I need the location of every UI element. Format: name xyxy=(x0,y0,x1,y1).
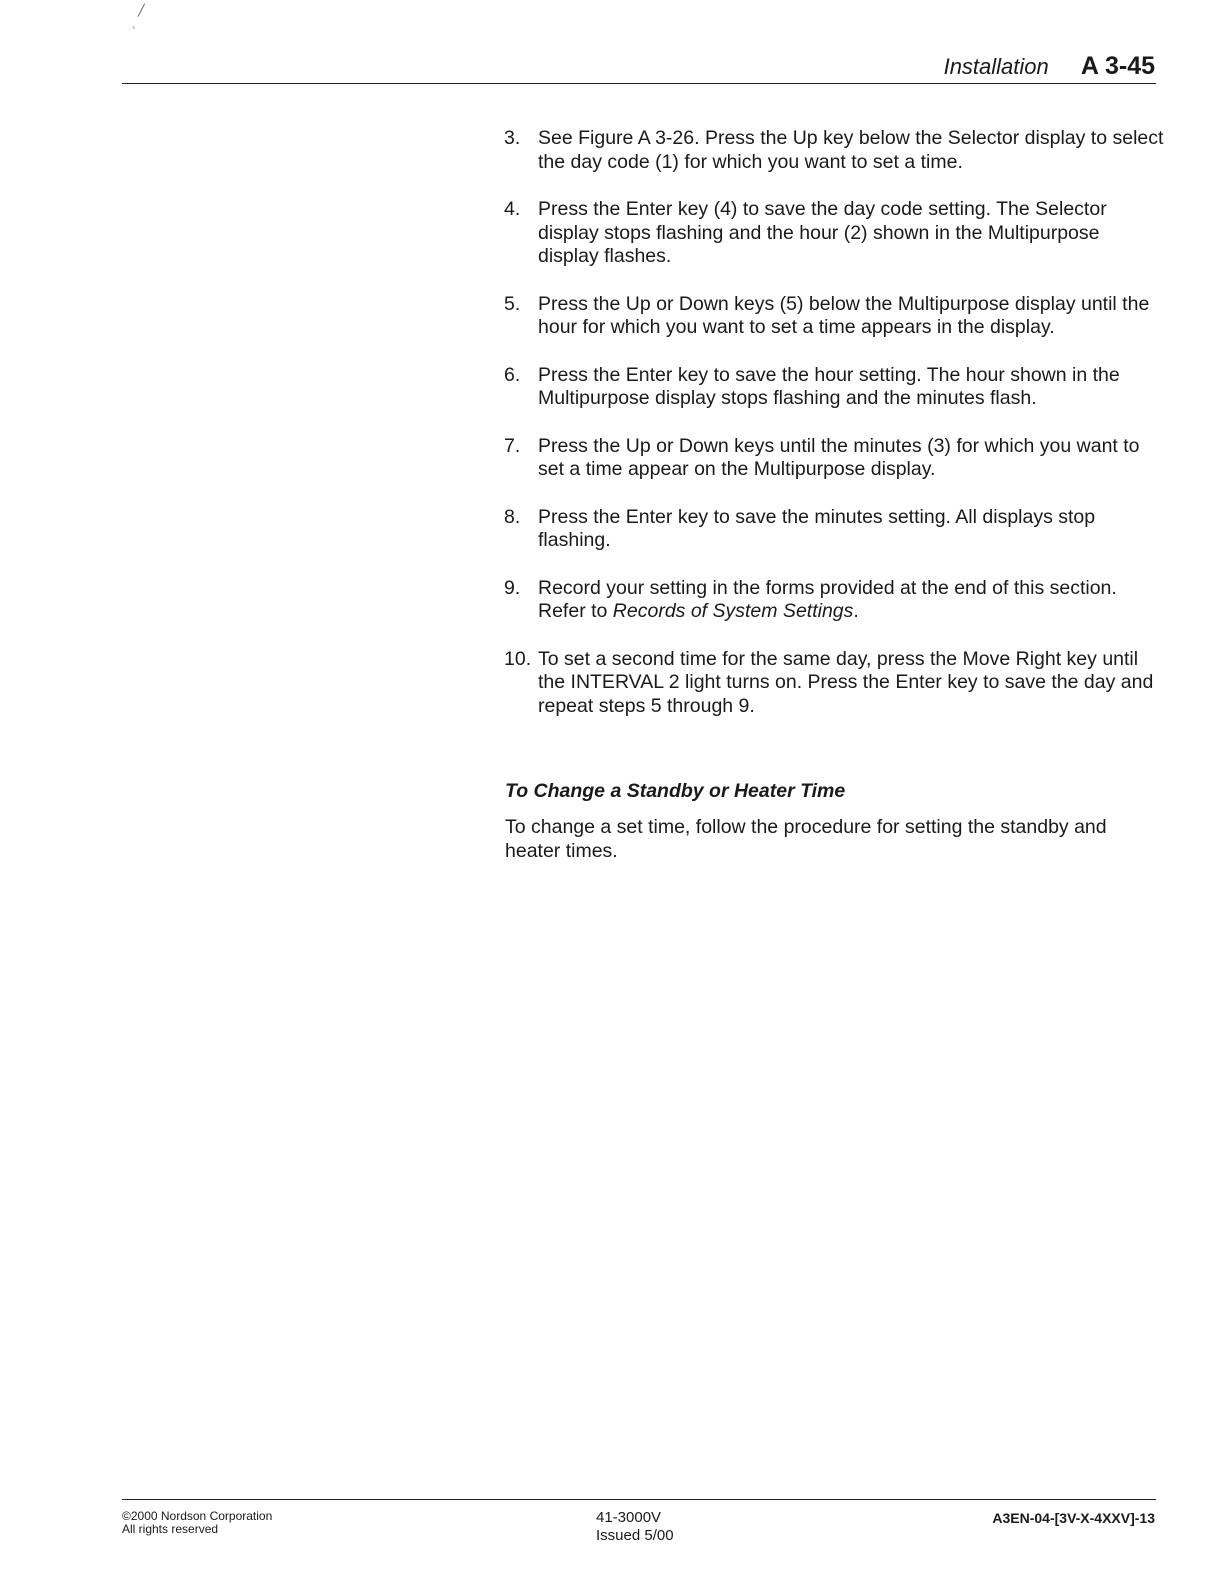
step-text: Press the Enter key to save the hour setting. The hour shown in the Multipurpose display stops flashing and the minutes flash. xyxy=(538,363,1120,409)
step-number: 7. xyxy=(504,434,521,457)
step-text: Press the Up or Down keys until the minutes (3) for which you want to set a time appear on the Multipurpose display. xyxy=(538,434,1140,480)
scan-mark: ` xyxy=(132,26,136,38)
step-text: See Figure A 3-26. Press the Up key below the Selector display to select the day code (1) for which you want to set a time. xyxy=(538,127,1164,173)
footer-copyright-block xyxy=(122,1510,272,1536)
list-item xyxy=(504,293,1164,340)
list-item xyxy=(504,648,1164,719)
list-item xyxy=(504,435,1164,482)
step-number: 9. xyxy=(504,576,521,599)
step-number: 10. xyxy=(504,647,532,670)
step-text: To set a second time for the same day, press the Move Right key until the INTERVAL 2 light turns on. Press the Enter key to save the day and repeat steps 5 through 9. xyxy=(538,647,1154,717)
section-subheading: To Change a Standby or Heater Time xyxy=(505,780,846,802)
header-rule xyxy=(122,83,1156,84)
step-text-tail: . xyxy=(853,600,859,622)
step-text: Press the Up or Down keys (5) below the Multipurpose display until the hour for which you want to set a time appears in the display. xyxy=(538,292,1150,338)
header-page-number: A 3-45 xyxy=(1080,52,1155,80)
footer-rule xyxy=(122,1499,1156,1500)
copyright-text: ©2000 Nordson Corporation xyxy=(122,1509,273,1523)
scan-mark: ╱ xyxy=(138,5,145,17)
list-item xyxy=(504,364,1164,411)
step-number: 8. xyxy=(504,505,521,528)
list-item xyxy=(504,577,1164,624)
step-number: 5. xyxy=(504,292,521,315)
step-number: 4. xyxy=(504,198,521,220)
rights-text: All rights reserved xyxy=(122,1522,219,1536)
step-text: Press the Enter key to save the minutes setting. All displays stop flashing. xyxy=(538,505,1096,551)
list-item xyxy=(504,506,1164,553)
body-paragraph: To change a set time, follow the procedure for setting the standby and heater times. xyxy=(505,816,1107,862)
step-text-lead: Record your setting in the forms provided at the end of this section. Refer to xyxy=(538,576,1117,622)
step-number: 3. xyxy=(504,127,521,149)
step-number: 6. xyxy=(504,363,521,386)
issue-date: Issued 5/00 xyxy=(596,1527,674,1544)
doc-number: 41-3000V xyxy=(596,1509,662,1526)
footer-doc-block xyxy=(596,1509,674,1545)
header-section-title: Installation xyxy=(943,54,1049,79)
list-item xyxy=(504,198,1164,269)
page-header xyxy=(944,52,1155,81)
cross-reference: Records of System Settings xyxy=(612,600,854,622)
footer-doc-code: A3EN-04-[3V-X-4XXV]-13 xyxy=(992,1510,1155,1526)
step-text: Press the Enter key (4) to save the day code setting. The Selector display stops flashing and the hour (2) shown in the Multipurpose display flashes. xyxy=(538,198,1107,267)
step-text xyxy=(538,577,1117,623)
procedure-steps xyxy=(504,127,1164,742)
list-item xyxy=(504,127,1164,174)
